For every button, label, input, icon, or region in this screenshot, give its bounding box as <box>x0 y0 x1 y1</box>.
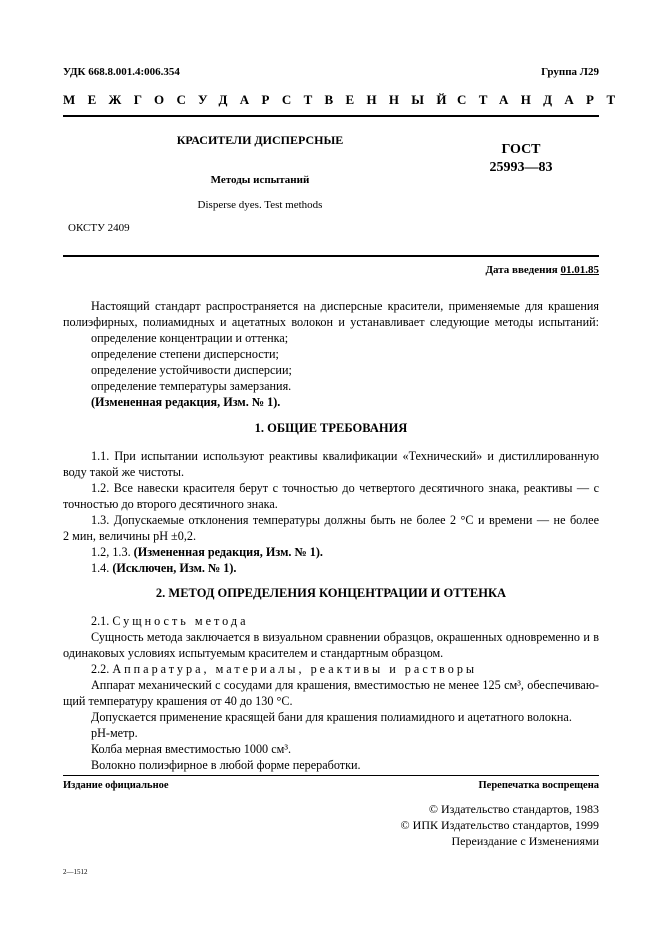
gost-number: 25993—83 <box>489 160 553 175</box>
doc-english-title: Disperse dyes. Test methods <box>197 199 323 211</box>
para-2-2-line-2: щий температуру крашения от 40 до 130 °С. <box>63 694 293 708</box>
para-1-1-line-2: воду такой же чистоты. <box>63 465 185 479</box>
footer-rule <box>63 775 599 776</box>
intro-amendment: (Измененная редакция, Изм. № 1). <box>91 395 281 409</box>
intro-item-2: определение степени дисперсности; <box>91 347 279 361</box>
intro-date-label: Дата введения <box>485 264 558 276</box>
reprint-prohibited: Перепечатка воспрещена <box>478 780 599 791</box>
official-edition: Издание официальное <box>63 780 169 791</box>
para-2-2-heading <box>91 661 477 677</box>
intro-item-4: определение температуры замерзания. <box>91 379 292 393</box>
para-2-2-number: 2.2. <box>91 662 110 676</box>
intro-item-3: определение устойчивости дисперсии; <box>91 363 292 377</box>
note-1-2-1-3 <box>91 544 323 560</box>
note-2-prefix: 1.4. <box>91 561 110 575</box>
intro-line-2: полиэфирных, полиамидных и ацетатных волокон и устанавливает следующие методы испытаний: <box>63 315 599 329</box>
title-rule <box>63 255 599 257</box>
okstu-code: ОКСТУ 2409 <box>68 222 130 234</box>
para-2-1-number: 2.1. <box>91 614 110 628</box>
intro-date-value: 01.01.85 <box>560 264 599 276</box>
reissue-note: Переиздание с Изменениями <box>451 834 599 848</box>
para-1-2-line-1: 1.2. Все навески красителя берут с точностью до четвертого десятичного знака, реактивы — с <box>91 481 599 495</box>
header-rule <box>63 115 599 117</box>
group-code: Группа Л29 <box>541 66 599 78</box>
para-2-2-line-5: Колба мерная вместимостью 1000 см³. <box>91 742 292 756</box>
gost-label: ГОСТ <box>501 142 541 157</box>
para-2-2-title: Аппаратура, материалы, реактивы и растворы <box>112 662 478 676</box>
para-2-1-heading <box>91 613 249 629</box>
para-2-2-line-3: Допускается применение красящей бани для крашения полиамидного и ацетатного волокна. <box>91 710 572 724</box>
note-1-amendment: (Измененная редакция, Изм. № 1). <box>133 545 323 559</box>
banner-interstate: МЕЖГОСУДАРСТВЕННЫЙ <box>63 92 459 107</box>
banner-standard: СТАНДАРТ <box>457 92 628 107</box>
para-2-2-line-6: Волокно полиэфирное в любой форме переработки. <box>91 758 361 772</box>
copyright-1999: © ИПК Издательство стандартов, 1999 <box>400 818 599 832</box>
para-2-1-line-2: одинаковых условиях испытуемым красителем и стандартным образцом. <box>63 646 444 660</box>
para-2-2-line-4: pH-метр. <box>91 726 138 740</box>
para-1-3-line-2: 2 мин, величины pH ±0,2. <box>63 529 197 543</box>
copyright-1983: © Издательство стандартов, 1983 <box>428 802 599 816</box>
intro-line-1: Настоящий стандарт распространяется на дисперсные красители, применяемые для крашения <box>91 299 599 313</box>
section-2-heading: 2. МЕТОД ОПРЕДЕЛЕНИЯ КОНЦЕНТРАЦИИ И ОТТЕНКА <box>155 586 507 600</box>
para-1-2-line-2: точностью до второго десятичного знака. <box>63 497 278 511</box>
para-2-2-line-1: Аппарат механический с сосудами для крашения, вместимостью не менее 125 см³, обеспечиваю- <box>91 678 599 692</box>
page-code: 2—1512 <box>63 868 88 876</box>
para-1-3-line-1: 1.3. Допускаемые отклонения температуры должны быть не более 2 °С и времени — не более <box>91 513 599 527</box>
para-2-1-title: Сущность метода <box>112 614 249 628</box>
doc-title: КРАСИТЕЛИ ДИСПЕРСНЫЕ <box>176 133 344 147</box>
para-2-1-line-1: Сущность метода заключается в визуальном сравнении образцов, окрашенных одновременно и в <box>91 630 599 644</box>
section-1-heading: 1. ОБЩИЕ ТРЕБОВАНИЯ <box>254 421 408 435</box>
udk-code: УДК 668.8.001.4:006.354 <box>63 66 180 78</box>
note-1-4 <box>91 560 236 576</box>
para-1-1-line-1: 1.1. При испытании используют реактивы квалификации «Технический» и дистиллированную <box>91 449 599 463</box>
intro-item-1: определение концентрации и оттенка; <box>91 331 289 345</box>
intro-date <box>485 264 599 276</box>
note-2-excluded: (Исключен, Изм. № 1). <box>112 561 237 575</box>
doc-subtitle: Методы испытаний <box>210 174 310 186</box>
note-1-prefix: 1.2, 1.3. <box>91 545 131 559</box>
